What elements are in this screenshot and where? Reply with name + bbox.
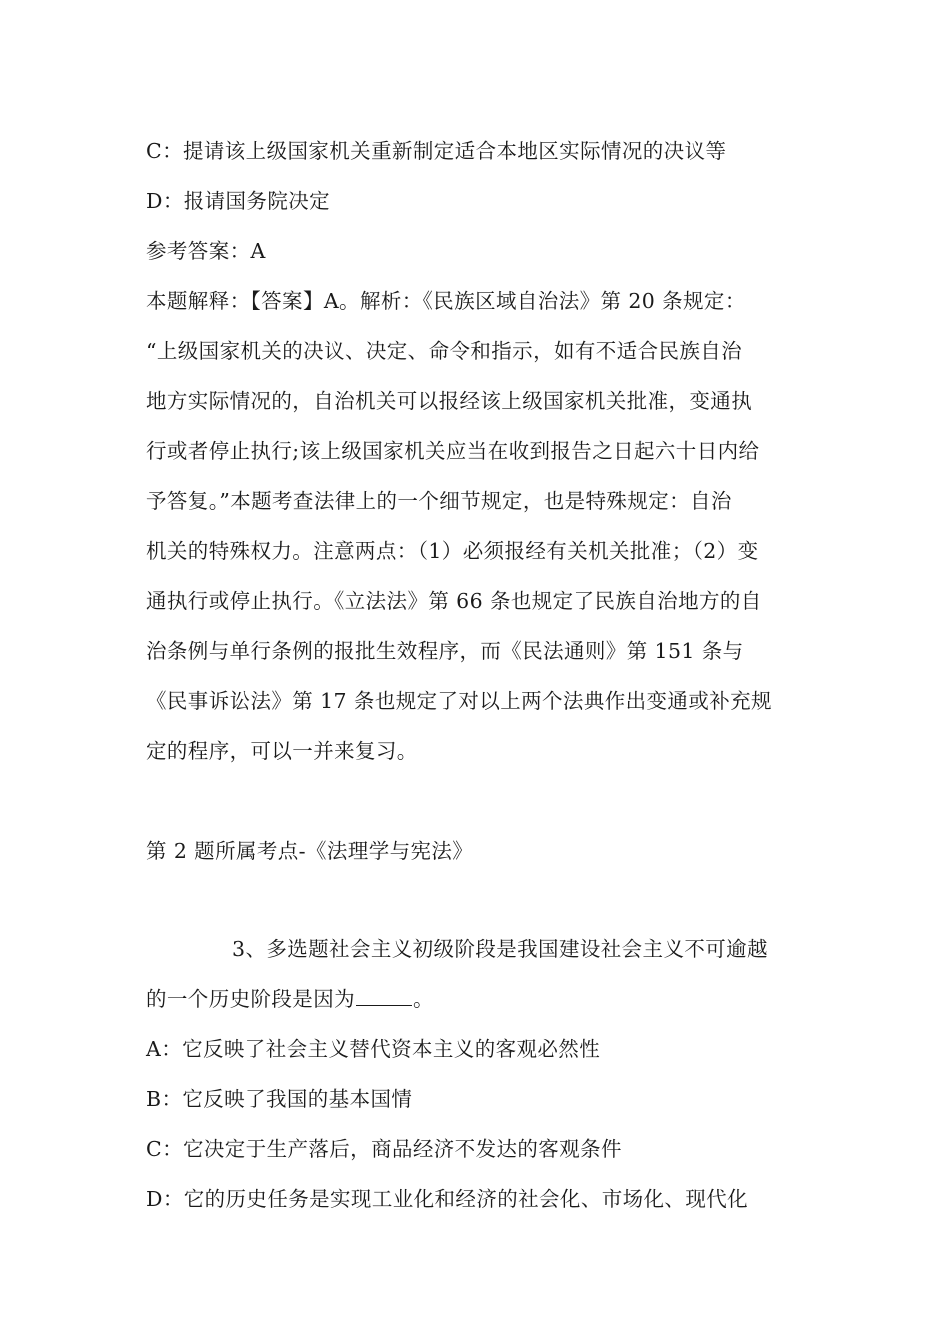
answer-blank [356, 987, 412, 1006]
q1-answer: 参考答案：A [146, 239, 266, 263]
q3-stem-line2 [146, 985, 816, 1013]
explanation-line: “上级国家机关的决议、决定、命令和指示，如有不适合民族自治 [146, 339, 743, 363]
q3-stem-text: 的一个历史阶段是因为 [146, 987, 355, 1011]
explanation-line: 本题解释：【答案】A。解析：《民族区域自治法》第 20 条规定： [146, 289, 746, 313]
explanation-line: 定的程序，可以一并来复习。 [146, 739, 418, 763]
explanation-line: 治条例与单行条例的报批生效程序，而《民法通则》第 151 条与 [146, 639, 744, 663]
q3-option-c: C：它决定于生产落后，商品经济不发达的客观条件 [146, 1137, 622, 1161]
explanation-line: 通执行或停止执行。《立法法》第 66 条也规定了民族自治地方的自 [146, 589, 762, 613]
q3-stem-line1: 3、多选题社会主义初级阶段是我国建设社会主义不可逾越 [232, 937, 768, 961]
q1-option-d: D：报请国务院决定 [146, 189, 331, 213]
q3-stem-end: 。 [413, 987, 434, 1011]
q3-option-b: B：它反映了我国的基本国情 [146, 1087, 413, 1111]
q3-option-d: D：它的历史任务是实现工业化和经济的社会化、市场化、现代化 [146, 1187, 749, 1211]
explanation-line: 地方实际情况的，自治机关可以报经该上级国家机关批准，变通执 [146, 389, 753, 413]
explanation-line: 《民事诉讼法》第 17 条也规定了对以上两个法典作出变通或补充规 [146, 689, 772, 713]
explanation-line: 予答复。”本题考查法律上的一个细节规定，也是特殊规定：自治 [146, 489, 732, 513]
explanation-line: 机关的特殊权力。注意两点：（1）必须报经有关机关批准；（2）变 [146, 539, 759, 563]
explanation-line: 行或者停止执行;该上级国家机关应当在收到报告之日起六十日内给 [146, 439, 760, 463]
q2-topic: 第 2 题所属考点-《法理学与宪法》 [146, 839, 474, 863]
q3-option-a: A：它反映了社会主义替代资本主义的客观必然性 [146, 1037, 601, 1061]
q1-option-c: C：提请该上级国家机关重新制定适合本地区实际情况的决议等 [146, 139, 727, 163]
